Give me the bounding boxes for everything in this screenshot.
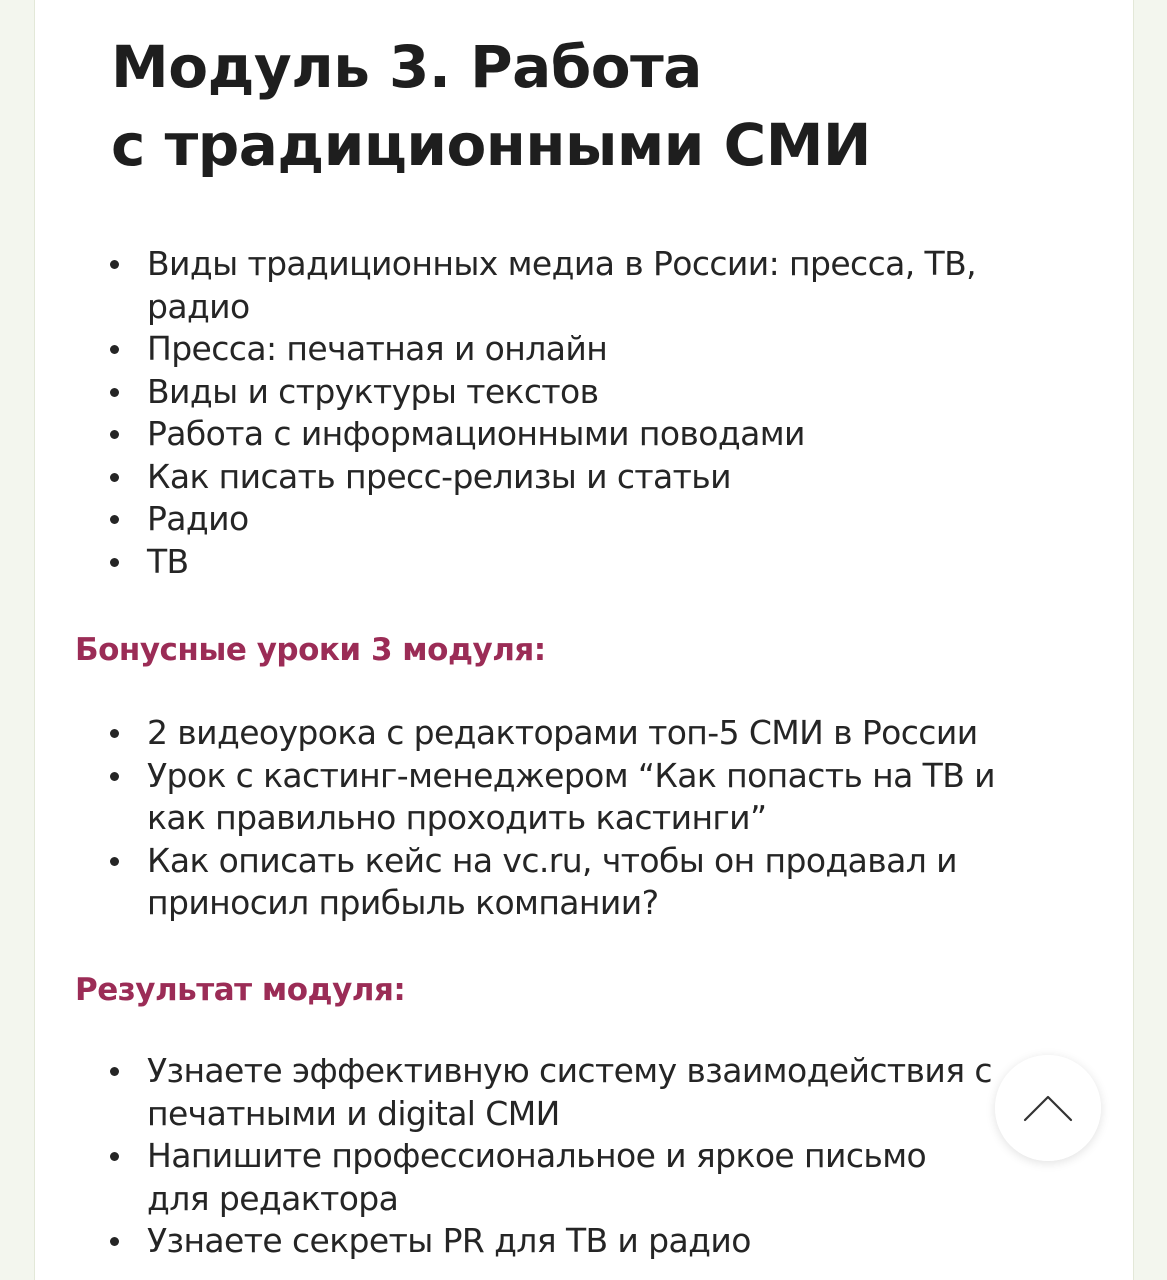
- bullet-icon: [110, 473, 119, 482]
- list-item-text: Урок с кастинг-менеджером “Как попасть на ТВ и как правильно проходить кастинги”: [147, 755, 995, 837]
- list-item-text: Как описать кейс на vc.ru, чтобы он продавал и приносил прибыль компании?: [147, 840, 957, 922]
- list-item-text: Узнаете секреты PR для ТВ и радио: [147, 1221, 751, 1260]
- bullet-icon: [110, 1237, 119, 1246]
- list-item: [35, 328, 1115, 371]
- list-item: [35, 243, 1115, 328]
- result-heading: Результат модуля:: [75, 972, 406, 1008]
- list-item-text: ТВ: [147, 541, 189, 581]
- bullet-icon: [110, 515, 119, 524]
- list-item-text: Напишите профессиональное и яркое письмо для редактора: [147, 1136, 927, 1218]
- list-item: [35, 840, 1115, 925]
- list-item-text: Как писать пресс-релизы и статьи: [147, 456, 731, 496]
- module-title: [111, 28, 1011, 184]
- list-item: [35, 755, 1115, 840]
- scroll-to-top-button[interactable]: [995, 1055, 1101, 1161]
- bullet-icon: [110, 729, 119, 738]
- result-list: [35, 1050, 1115, 1263]
- list-item-text: Виды традиционных медиа в России: пресса, ТВ, радио: [147, 244, 977, 326]
- list-item: [35, 456, 1115, 499]
- bullet-icon: [110, 1152, 119, 1161]
- bullet-icon: [110, 558, 119, 567]
- chevron-up-icon: [1023, 1094, 1073, 1122]
- list-item: [35, 712, 1115, 755]
- bullet-icon: [110, 345, 119, 354]
- module-card: [34, 0, 1134, 1280]
- list-item-text: Пресса: печатная и онлайн: [147, 329, 608, 368]
- list-item: [35, 498, 1115, 541]
- module-title-line-2: с традиционными СМИ: [111, 111, 871, 179]
- bonus-heading: Бонусные уроки 3 модуля:: [75, 632, 546, 668]
- bullet-icon: [110, 260, 119, 269]
- list-item-text: Узнаете эффективную систему взаимодействия с печатными и digital СМИ: [147, 1051, 992, 1133]
- topics-list: [35, 243, 1115, 583]
- list-item: [35, 1050, 1115, 1135]
- bonus-list: [35, 712, 1115, 925]
- list-item: [35, 413, 1115, 456]
- bullet-icon: [110, 857, 119, 866]
- module-title-line-1: Модуль 3. Работа: [111, 33, 702, 101]
- list-item: [35, 371, 1115, 414]
- list-item-text: Виды и структуры текстов: [147, 371, 599, 411]
- list-item: [35, 1220, 1115, 1263]
- list-item-text: Радио: [147, 499, 249, 538]
- bullet-icon: [110, 772, 119, 781]
- list-item-text: Работа с информационными поводами: [147, 414, 805, 453]
- list-item: [35, 1135, 1115, 1220]
- bullet-icon: [110, 388, 119, 397]
- bullet-icon: [110, 1067, 119, 1076]
- list-item-text: 2 видеоурока с редакторами топ-5 СМИ в России: [147, 713, 978, 752]
- bullet-icon: [110, 430, 119, 439]
- list-item: [35, 541, 1115, 584]
